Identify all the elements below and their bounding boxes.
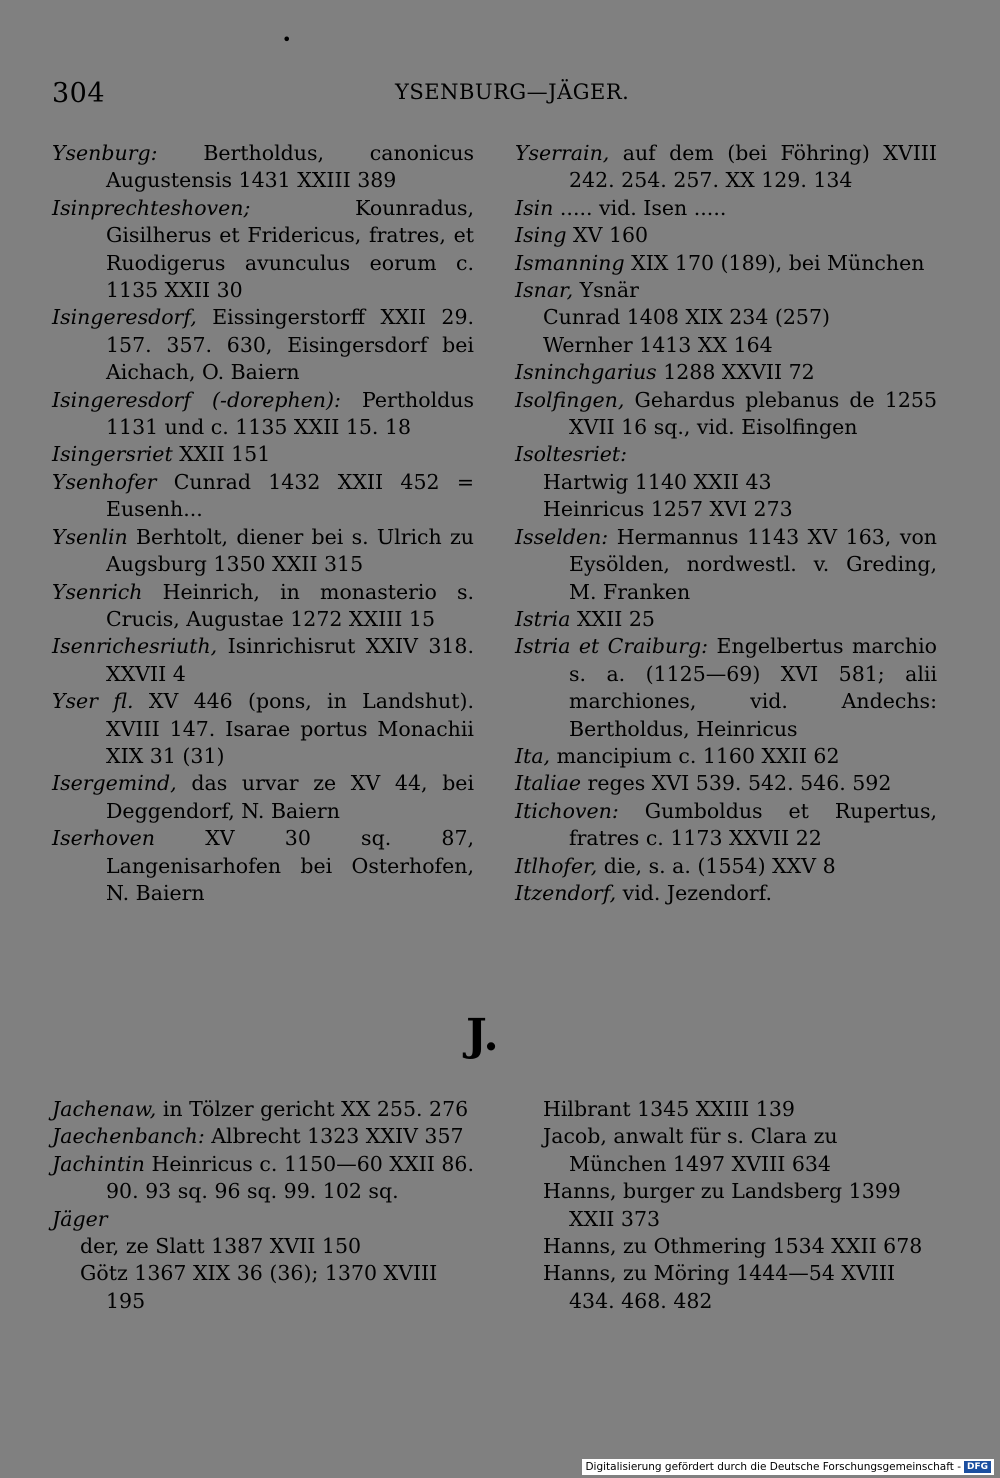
right-column-bottom xyxy=(515,1096,937,1315)
index-entry xyxy=(52,524,474,579)
entry-text: Heinrich, in monasterio s. Crucis, Augustae 1272 XXIII 15 xyxy=(106,579,474,631)
index-entry xyxy=(52,304,474,386)
entry-head: Isergemind, xyxy=(52,771,177,796)
index-entry xyxy=(515,140,937,195)
section-letter: J. xyxy=(466,1010,499,1061)
entry-text: XXII 25 xyxy=(570,606,655,631)
entry-text: XV 446 (pons, in Landshut). XVIII 147. Isarae portus Monachii XIX 31 (31) xyxy=(106,689,474,768)
entry-head: Isnar, xyxy=(515,278,574,303)
entry-text: XV 30 sq. 87, Langenisarhofen bei Osterhofen, N. Baiern xyxy=(106,826,474,905)
entry-head: Isolfingen, xyxy=(515,387,625,412)
credit-text: Digitalisierung gefördert durch die Deutsche Forschungsgemeinschaft - xyxy=(585,1461,961,1473)
entry-text: Pertholdus 1131 und c. 1135 XXII 15. 18 xyxy=(106,387,474,440)
entry-text: Berhtolt, diener bei s. Ulrich zu Augsburg 1350 XXII 315 xyxy=(106,524,474,577)
entry-text: Ysnär xyxy=(573,278,639,303)
index-entry xyxy=(515,359,937,386)
left-column-top xyxy=(52,140,474,907)
sub-entry: Hanns, zu Othmering 1534 XXII 678 xyxy=(543,1234,923,1259)
entry-head: Isingeresdorf (-dorephen): xyxy=(52,387,341,412)
entry-text: in Tölzer gericht XX 255. 276 xyxy=(156,1097,469,1121)
entry-text: Gehardus plebanus de 1255 XVII 16 sq., vid. Eisolfingen xyxy=(569,387,937,440)
sub-entry: Hilbrant 1345 XXIII 139 xyxy=(543,1097,795,1121)
index-entry xyxy=(515,606,937,633)
entry-text: auf dem (bei Föhring) XVIII 242. 254. 257. XX 129. 134 xyxy=(569,141,937,193)
entry-head: Ysenhofer xyxy=(52,469,157,494)
index-entry xyxy=(52,688,474,770)
index-entry xyxy=(515,880,937,907)
entry-text: Albrecht 1323 XXIV 357 xyxy=(204,1124,464,1149)
index-entry xyxy=(52,825,474,907)
entry-head: Istria xyxy=(515,606,571,631)
sub-entry: Jacob, anwalt für s. Clara zu München 1497 XVIII 634 xyxy=(543,1124,838,1176)
entry-head: Ysenlin xyxy=(52,524,128,549)
index-entry xyxy=(52,1151,474,1206)
entry-head: Jachintin xyxy=(52,1151,145,1176)
entry-text: Kounradus, Gisilherus et Fridericus, fratres, et Ruodigerus avunculus eorum c. 1135 XXII 30 xyxy=(106,195,474,303)
entry-head: Itichoven: xyxy=(515,798,619,823)
index-entry xyxy=(515,250,937,277)
entry-head: Isenrichesriuth, xyxy=(52,634,218,659)
entry-text: ..... vid. Isen ..... xyxy=(553,195,727,220)
left-column-bottom xyxy=(52,1096,474,1315)
index-entry xyxy=(52,387,474,442)
entry-head: Isninchgarius xyxy=(515,360,657,385)
index-entry xyxy=(515,633,937,743)
sub-entry: Hanns, zu Möring 1444—54 XVIII 434. 468. 482 xyxy=(543,1261,896,1313)
index-entry xyxy=(515,798,937,853)
entry-text: die, s. a. (1554) XXV 8 xyxy=(597,853,836,878)
digitization-credit xyxy=(582,1459,994,1475)
entry-text: Gumboldus et Rupertus, fratres c. 1173 XXVII 22 xyxy=(569,798,937,851)
index-entry xyxy=(515,743,937,770)
entry-text: vid. Jezendorf. xyxy=(616,880,773,905)
index-entry xyxy=(515,853,937,880)
entry-text: Cunrad 1432 XXII 452 = Eusenh... xyxy=(106,469,474,522)
sub-entry: Heinricus 1257 XVI 273 xyxy=(543,497,793,522)
sub-entry: Cunrad 1408 XIX 234 (257) xyxy=(543,305,831,330)
sub-entry: Hartwig 1140 XXII 43 xyxy=(543,469,772,494)
entry-head: Italiae xyxy=(515,771,582,796)
entry-text: das urvar ze XV 44, bei Deggendorf, N. Baiern xyxy=(106,771,474,823)
entry-text: XXII 151 xyxy=(172,442,271,467)
entry-text: Bertholdus, canonicus Augustensis 1431 XXIII 389 xyxy=(106,141,474,193)
entry-text: 1288 XXVII 72 xyxy=(656,360,815,385)
index-entry xyxy=(52,195,474,305)
entry-head: Yser fl. xyxy=(52,689,134,714)
sub-entry: Wernher 1413 XX 164 xyxy=(543,332,773,357)
entry-head: Jäger xyxy=(52,1206,108,1231)
index-entry xyxy=(515,277,937,304)
index-entry xyxy=(515,222,937,249)
entry-text: Heinricus c. 1150—60 XXII 86. 90. 93 sq. 96 sq. 99. 102 sq. xyxy=(106,1151,474,1204)
entry-head: Ising xyxy=(515,223,567,248)
running-head: YSENBURG—JÄGER. xyxy=(395,80,630,104)
index-entry xyxy=(52,140,474,195)
entry-text: reges XVI 539. 542. 546. 592 xyxy=(581,771,892,796)
index-entry xyxy=(515,770,937,797)
entry-head: Isselden: xyxy=(515,524,609,549)
index-entry xyxy=(52,579,474,634)
entry-text: Eissingerstorff XXII 29. 157. 357. 630, Eisingersdorf bei Aichach, O. Baiern xyxy=(106,305,474,385)
sub-entry: Hanns, burger zu Landsberg 1399 XXII 373 xyxy=(543,1179,901,1231)
entry-head: Itzendorf, xyxy=(515,880,617,905)
entry-text: Hermannus 1143 XV 163, von Eysölden, nordwestl. v. Greding, M. Franken xyxy=(569,524,937,604)
sub-entry: Götz 1367 XIX 36 (36); 1370 XVIII 195 xyxy=(80,1261,438,1313)
entry-head: Jaechenbanch: xyxy=(52,1124,205,1149)
entry-head: Ismanning xyxy=(515,250,625,275)
index-entry xyxy=(52,441,474,468)
index-entry xyxy=(515,387,937,442)
index-entry xyxy=(52,1096,474,1123)
entry-head: Istria et Craiburg: xyxy=(515,634,709,659)
entry-head: Isoltesriet: xyxy=(515,442,628,467)
entry-text: Isinrichisrut XXIV 318. XXVII 4 xyxy=(106,634,474,686)
entry-head: Ysenburg: xyxy=(52,141,158,165)
right-column-top xyxy=(515,140,937,907)
entry-head: Isin xyxy=(515,195,554,220)
index-entry xyxy=(52,469,474,524)
print-speck: • xyxy=(282,30,292,49)
entry-head: Ita, xyxy=(515,743,551,768)
index-entry xyxy=(52,770,474,825)
entry-text: Engelbertus marchio s. a. (1125—69) XVI 581; alii marchiones, vid. Andechs: Bertholdus, Heinricus xyxy=(569,634,937,741)
index-entry xyxy=(515,195,937,222)
index-entry xyxy=(52,633,474,688)
index-entry xyxy=(52,1206,474,1233)
entry-head: Iserhoven xyxy=(52,826,156,851)
entry-head: Isingeresdorf, xyxy=(52,305,197,330)
entry-head: Yserrain, xyxy=(515,141,610,165)
index-entry xyxy=(52,1123,474,1150)
page-number: 304 xyxy=(52,78,106,109)
entry-text: XIX 170 (189), bei München xyxy=(624,250,925,275)
entry-text: XV 160 xyxy=(566,223,649,248)
entry-head: Jachenaw, xyxy=(52,1097,157,1121)
entry-head: Ysenrich xyxy=(52,579,143,604)
dfg-logo: DFG xyxy=(964,1461,991,1473)
index-entry xyxy=(515,441,937,468)
entry-head: Itlhofer, xyxy=(515,853,598,878)
sub-entry: der, ze Slatt 1387 XVII 150 xyxy=(80,1234,362,1259)
index-entry xyxy=(515,524,937,606)
entry-head: Isinprechteshoven; xyxy=(52,195,251,220)
entry-head: Isingersriet xyxy=(52,442,173,467)
entry-text: mancipium c. 1160 XXII 62 xyxy=(550,743,840,768)
